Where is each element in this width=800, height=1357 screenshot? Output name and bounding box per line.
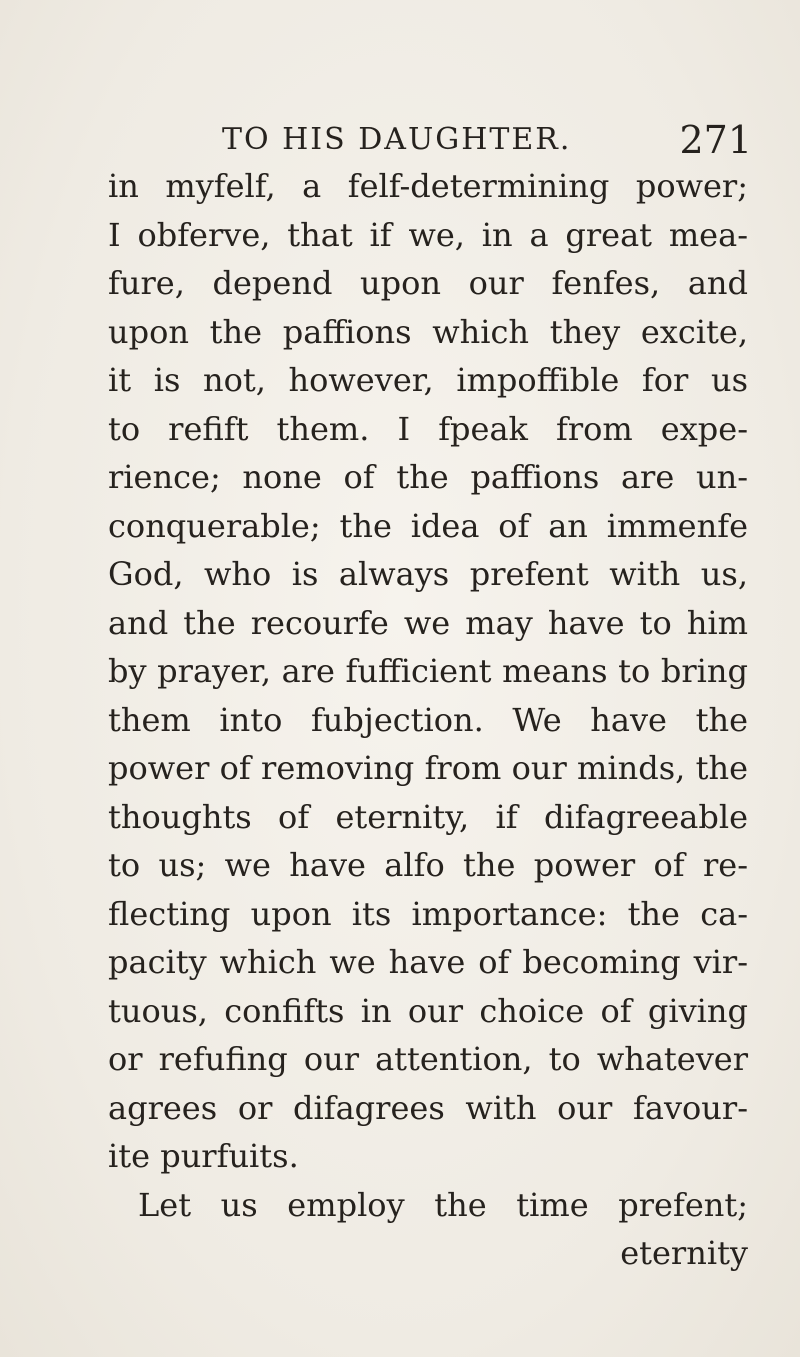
page-header xyxy=(222,118,752,162)
text-line: or refufing our attention, to whatever xyxy=(108,1040,748,1078)
text-line: tuous, confifts in our choice of giving xyxy=(108,991,748,1030)
catchword: eternity xyxy=(620,1234,748,1272)
running-head: TO HIS DAUGHTER. xyxy=(222,122,572,157)
text-line: flecting upon its importance: the ca- xyxy=(108,894,748,933)
paragraph-start-line: Let us employ the time prefent; xyxy=(138,1185,748,1224)
text-line: conquerable; the idea of an immenfe xyxy=(108,506,748,545)
page-number: 271 xyxy=(679,118,752,162)
text-line: pacity which we have of becoming vir- xyxy=(108,943,748,981)
text-line: them into fubjection. We have the xyxy=(108,700,748,739)
body-text xyxy=(108,162,748,1278)
text-line: upon the paffions which they excite, xyxy=(108,312,748,351)
text-line: power of removing from our minds, the xyxy=(108,749,748,787)
text-line: by prayer, are fufficient means to bring xyxy=(108,652,748,690)
text-line: rience; none of the paffions are un- xyxy=(108,458,748,496)
text-line: it is not, however, impoffible for us xyxy=(108,361,748,399)
text-line: I obferve, that if we, in a great mea- xyxy=(108,215,748,254)
text-line: to us; we have alfo the power of re- xyxy=(108,846,748,884)
text-line: to refift them. I fpeak from expe- xyxy=(108,409,748,448)
text-line: agrees or difagrees with our favour- xyxy=(108,1088,748,1127)
text-line: thoughts of eternity, if difagreeable xyxy=(108,797,748,836)
text-line: in myfelf, a felf-determining power; xyxy=(108,167,748,205)
text-line: God, who is always prefent with us, xyxy=(108,555,748,593)
text-line: fure, depend upon our fenfes, and xyxy=(108,264,748,302)
text-line: and the recourfe we may have to him xyxy=(108,603,748,642)
paragraph-end-line: ite purfuits. xyxy=(108,1137,299,1175)
